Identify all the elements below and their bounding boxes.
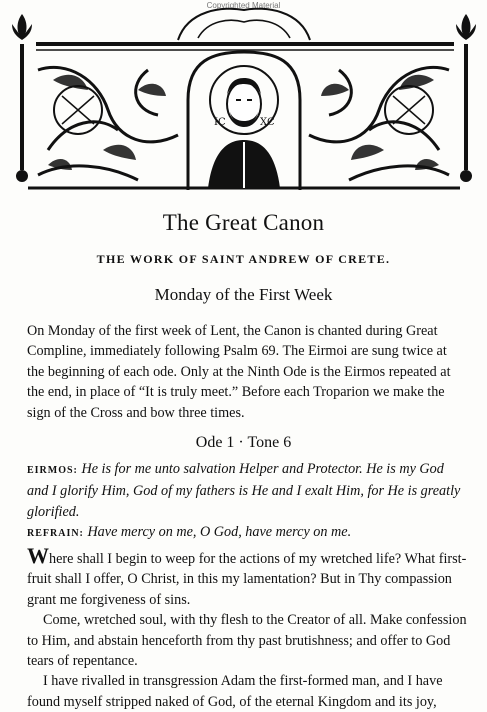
- left-lily-ornament: [12, 14, 32, 40]
- christ-face: [227, 82, 261, 126]
- eirmos-paragraph: [27, 459, 467, 522]
- refrain-text: Have mercy on me, O God, have mercy on me.: [87, 524, 352, 540]
- troparia-block: [27, 543, 467, 712]
- icon-letters-left: IC: [214, 117, 226, 128]
- drop-cap: W: [27, 543, 49, 568]
- page-subtitle: THE WORK OF SAINT ANDREW OF CRETE.: [96, 252, 391, 266]
- christ-icon-medallion: [188, 52, 300, 190]
- right-post-knob: [460, 170, 472, 182]
- page-title: The Great Canon: [162, 210, 325, 235]
- ornamental-headpiece: [8, 0, 479, 200]
- right-lily-ornament: [456, 14, 476, 40]
- eirmos-label: EIRMOS:: [27, 465, 78, 476]
- section-heading: Monday of the First Week: [154, 285, 333, 304]
- refrain-label: REFRAIN:: [27, 528, 84, 539]
- troparion-2: Come, wretched soul, with thy flesh to the Creator of all. Make confession to Him, and abstain henceforth from thy past brutishness; and offer to God tears of repentance.: [27, 612, 467, 670]
- ode-heading: Ode 1 · Tone 6: [195, 434, 292, 451]
- icon-letters-right: XC: [260, 117, 275, 128]
- troparion-1-text: here shall I begin to weep for the actions of my wretched life? What first-fruit shall I offer, O Christ, in this my lamentation? But in Thy compassion grant me forgiveness of sins.: [27, 551, 467, 608]
- eirmos-text: He is for me unto salvation Helper and Protector. He is my God and I glorify Him, God of my fathers is He and I exalt Him, for He is greatly glorified.: [27, 461, 461, 520]
- refrain-paragraph: [27, 522, 467, 544]
- top-crest: [178, 9, 310, 40]
- intro-paragraph: On Monday of the first week of Lent, the Canon is chanted during Great Compline, immediately following Psalm 69. The Eirmoi are sung twice at the beginning of each ode. Only at the Ninth Ode is the Eirmos repeated at the end, in place of “It is truly meet.” Before each Troparion we make the sign of the Cross and bow three times.: [27, 323, 451, 421]
- troparion-3: I have rivalled in transgression Adam the first-formed man, and I have found myself stripped naked of God, of the eternal Kingdom and its joy,: [27, 673, 443, 710]
- troparion-1: [27, 543, 467, 610]
- watermark: Copyrighted Material: [206, 1, 281, 10]
- left-post-knob: [16, 170, 28, 182]
